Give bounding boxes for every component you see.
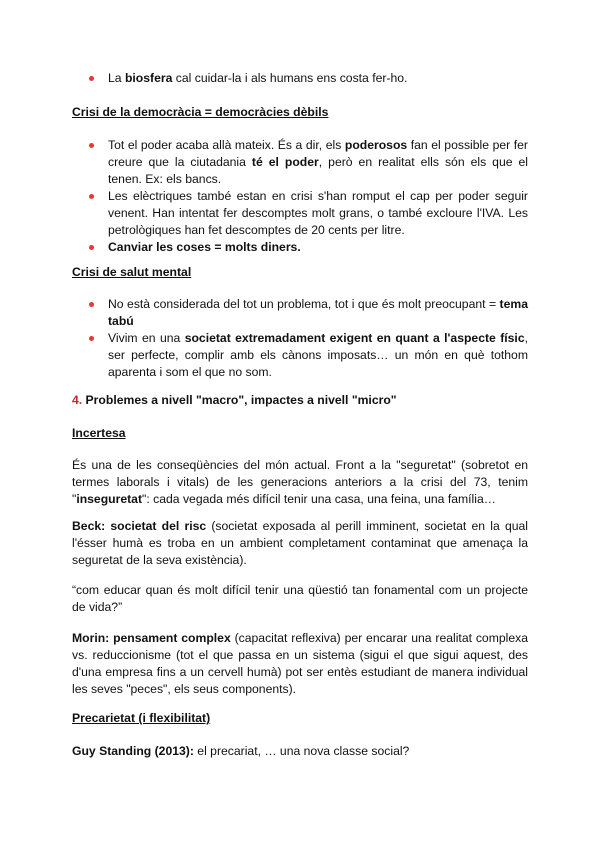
bold-text-run: té el poder	[251, 155, 319, 169]
list-item	[72, 137, 528, 188]
bullet-list-democracia	[72, 137, 528, 256]
bold-text-run: tema tabú	[108, 297, 528, 328]
paragraph-incertesa	[72, 457, 528, 508]
text-run: (societat exposada al perill imminent, societat en la qual l'ésser humà es troba en un ambient completament contaminat que amenaça la seguretat de la seva existència).	[72, 519, 528, 567]
bold-text-run: inseguretat	[76, 492, 143, 506]
bullet-icon	[89, 302, 94, 307]
bold-text-run: Beck: societat del risc	[72, 519, 207, 533]
bold-text-run: Morin: pensament complex	[72, 631, 231, 645]
section-4-heading	[72, 392, 528, 409]
bold-text-run: Guy Standing (2013):	[72, 744, 194, 758]
text-run: cal cuidar-la i als humans ens costa fer-ho.	[172, 71, 408, 85]
text-run: Les elèctriques també estan en crisi s'han romput el cap per poder seguir venent. Han intentat fer descomptes molt grans, o també excloure l'IVA. Les petrològiques han fet descomptes de 20 cents per litre.	[108, 189, 528, 237]
text-run: És una de les conseqüències del món actual. Front a la "seguretat" (sobretot en termes laborals i vitals) de les generacions anteriors a la crisi del 73, tenim "	[72, 458, 528, 506]
bullet-icon	[89, 336, 94, 341]
paragraph-guy-standing	[72, 743, 528, 760]
text-run: ": cada vegada més difícil tenir una casa, una feina, una família…	[142, 492, 496, 506]
bold-text-run: biosfera	[124, 71, 173, 85]
bold-text-run: poderosos	[344, 138, 408, 152]
bullet-icon	[89, 245, 94, 250]
bold-text-run: societat extremadament exigent en quant a l'aspecte físic	[184, 331, 525, 345]
bullet-icon	[89, 143, 94, 148]
bold-text-run: Canviar les coses = molts diners.	[108, 240, 301, 254]
text-run: Vivim en una	[108, 331, 185, 345]
bullet-icon	[89, 194, 94, 199]
text-run: Tot el poder acaba allà mateix. És a dir, els	[108, 138, 345, 152]
heading-precarietat: Precarietat (i flexibilitat)	[72, 711, 211, 725]
text-run: fan el possible per fer creure que la ciutadania	[108, 138, 528, 169]
list-item	[72, 296, 528, 330]
text-run: el precariat, … una nova classe social?	[193, 744, 410, 758]
list-item	[72, 70, 528, 87]
heading-incertesa: Incertesa	[72, 426, 126, 440]
list-item	[72, 188, 528, 239]
text-run: La	[108, 71, 125, 85]
list-item	[72, 239, 528, 256]
list-item	[72, 330, 528, 381]
heading-crisi-salut-mental: Crisi de salut mental	[72, 265, 192, 279]
bullet-icon	[89, 76, 94, 81]
text-run: , però en realitat ells són els que el tenen. Ex: els bancs.	[108, 155, 528, 186]
text-run: No està considerada del tot un problema, tot i que és molt preocupant =	[108, 297, 500, 311]
text-run: “com educar quan és molt difícil tenir una qüestió tan fonamental com un projecte de vida?”	[72, 583, 528, 614]
text-run: , ser perfecte, complir amb els cànons imposats… un món en què tothom aparenta i som el que no som.	[108, 331, 528, 379]
section-title: Problemes a nivell "macro", impactes a nivell "micro"	[82, 393, 397, 407]
paragraph-quote	[72, 582, 528, 616]
heading-crisi-democracia: Crisi de la democràcia = democràcies dèbils	[72, 105, 329, 119]
bullet-list-salut-mental	[72, 296, 528, 381]
text-run: (capacitat reflexiva) per encarar una realitat complexa vs. reduccionisme (tot el que passa en un sistema (sigui el que sigui aquest, des d'una empresa fins a un cervell humà) pot ser entès estudiant de manera individual les seves "peces", els seus components).	[72, 631, 528, 696]
paragraph-beck	[72, 518, 528, 569]
paragraph-morin	[72, 630, 528, 698]
section-number: 4.	[72, 393, 83, 407]
bullet-list-biosfera	[72, 70, 528, 87]
